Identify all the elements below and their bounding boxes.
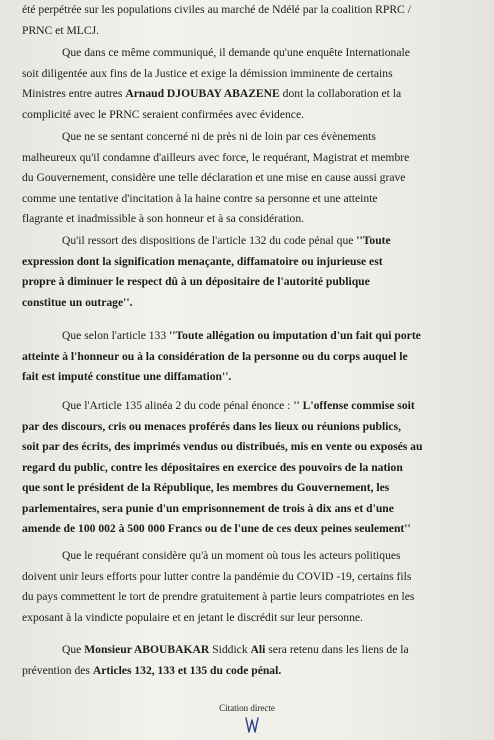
text-fragment: Que	[62, 643, 85, 656]
quote-line: soit par des écrits, des imprimés vendus ou distribués, mis en vente ou exposés au	[22, 440, 423, 453]
defendant-name-suffix: Ali	[250, 643, 266, 656]
text-line: doivent unir leurs efforts pour lutter contre la pandémie du COVID -19, certains fils	[22, 569, 412, 583]
text-line: Que le requérant considère qu'à un moment où tous les acteurs politiques	[62, 549, 401, 562]
minister-name: Arnaud DJOUBAY ABAZENE	[125, 87, 280, 100]
text-fragment: dont la collaboration et la	[279, 87, 402, 100]
text-line: Que dans ce même communiqué, il demande qu'une enquête Internationale	[62, 46, 410, 59]
text-fragment: prévention des	[22, 663, 93, 677]
text-fragment: Qu'il ressort des dispositions de l'article 132 du code pénal que	[62, 234, 357, 247]
defendant-name: Monsieur ABOUBAKAR	[84, 643, 210, 656]
paragraph-7	[22, 546, 470, 628]
paragraph-8	[22, 640, 470, 681]
quote-line: propre à diminuer le respect dû à un dépositaire de l'autorité publique	[22, 275, 370, 288]
text-fragment: Siddick	[209, 643, 251, 656]
text-line	[22, 661, 470, 682]
text-line: été perpétrée sur les populations civiles au marché de Ndélé par la coalition RPRC /	[22, 3, 411, 16]
text-line: Que ne se sentant concerné ni de près ni de loin par ces évènements	[62, 130, 376, 143]
signature-mark-icon	[244, 716, 260, 736]
paragraph-1	[22, 0, 470, 41]
text-line: malheureux qu'il condamne d'ailleurs avec force, le requérant, Magistrat et membre	[22, 150, 410, 164]
footer-title: Citation directe	[219, 703, 275, 713]
paragraph-6	[22, 396, 470, 540]
quote-line: expression dont la signification menaçante, diffamatoire ou injurieuse est	[22, 254, 383, 268]
text-line: soit diligentée aux fins de la Justice et exige la démission imminente de certains	[22, 66, 393, 80]
text-fragment: Que selon l'article 133	[62, 329, 170, 342]
text-line	[22, 84, 470, 105]
quote-line: fait est imputé constitue une diffamation''.	[22, 370, 232, 383]
text-line: PRNC et MLCJ.	[22, 23, 99, 37]
text-line: du pays commettent le tort de prendre gratuitement à partie leurs compatriotes en les	[22, 590, 415, 603]
text-line	[22, 326, 470, 347]
quote-line: constitue un outrage''.	[22, 295, 133, 309]
paragraph-4	[22, 231, 470, 313]
quote-fragment: ''Toute allégation ou imputation d'un fait qui porte	[169, 329, 421, 342]
quote-fragment: ''Toute	[356, 234, 391, 247]
text-line	[22, 396, 470, 417]
text-line	[22, 640, 470, 661]
quote-line: par des discours, cris ou menaces proférés dans les lieux ou réunions publics,	[22, 419, 401, 433]
quote-line: atteinte à l'honneur ou à la considération de la personne ou du corps auquel le	[22, 349, 408, 363]
paragraph-3	[22, 127, 470, 230]
paragraph-5	[22, 326, 470, 388]
text-fragment: Ministres entre autres	[22, 87, 126, 100]
text-line: exposant à la vindicte populaire et en jetant le discrédit sur leur personne.	[22, 610, 363, 624]
quote-line: regard du public, contre les dépositaires en exercice des pouvoirs de la nation	[22, 460, 403, 474]
quote-line: que sont le président de la République, les membres du Gouvernement, les	[22, 481, 390, 494]
text-line	[22, 231, 470, 252]
articles-reference: Articles 132, 133 et 135 du code pénal.	[92, 663, 282, 677]
quote-line: amende de 100 002 à 500 000 Francs ou de l'une de ces deux peines seulement''	[22, 522, 411, 535]
quote-line: parlementaires, sera punie d'un emprisonnement de trois à dix ans et d'une	[22, 501, 394, 515]
text-fragment: Que l'Article 135 alinéa 2 du code pénal énonce :	[62, 399, 294, 412]
text-line: complicité avec le PRNC seraient confirmées avec évidence.	[22, 107, 304, 121]
text-fragment: sera retenu dans les liens de la	[265, 643, 409, 656]
paragraph-2	[22, 43, 470, 125]
quote-fragment: '' L'offense commise soit	[293, 399, 415, 412]
text-line: du Gouvernement, considère une telle déclaration et une mise en cause aussi grave	[22, 171, 406, 184]
text-line: flagrante et inadmissible à son honneur et à sa considération.	[22, 212, 305, 225]
text-line: comme une tentative d'incitation à la haine contre sa personne et une atteinte	[22, 191, 378, 205]
